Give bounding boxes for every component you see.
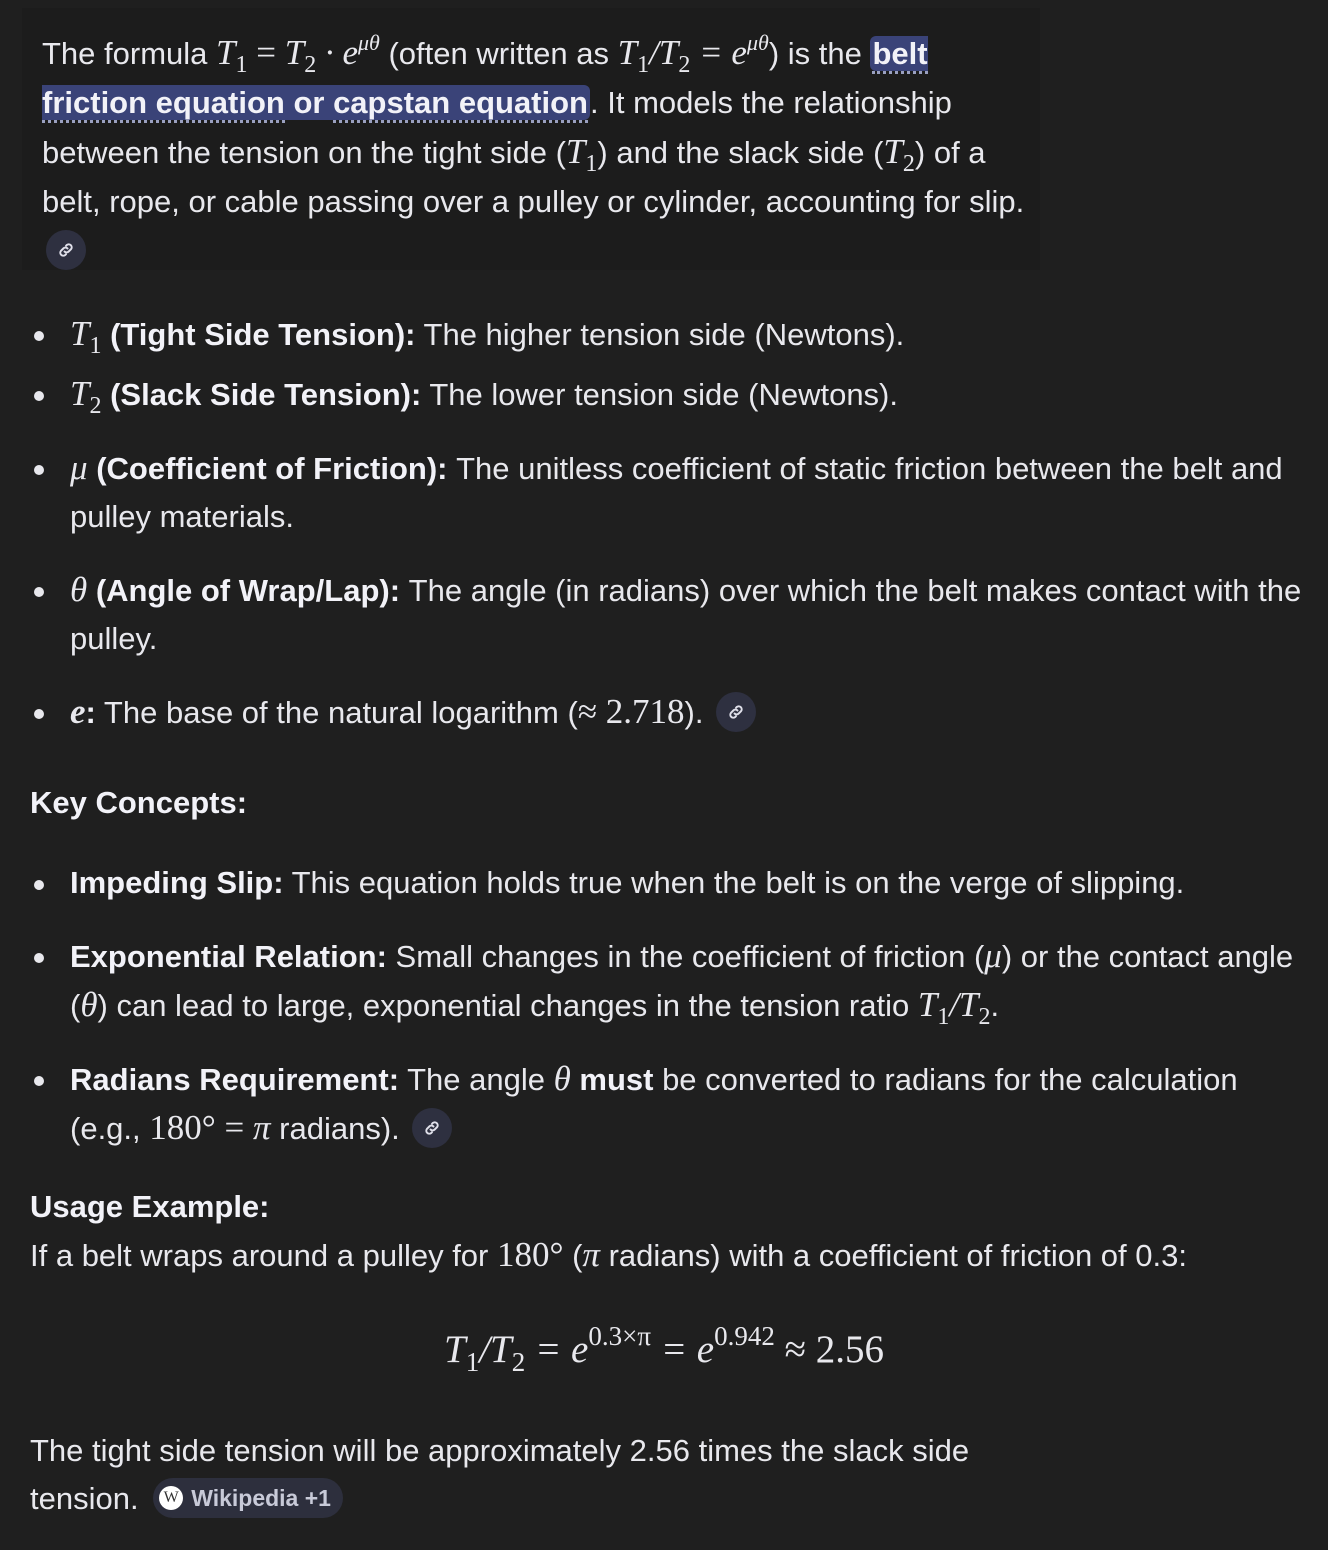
- concept-label: Radians Requirement:: [70, 1062, 400, 1097]
- source-link-button[interactable]: [46, 230, 86, 270]
- list-item: [0, 566, 1310, 663]
- intro-text: ) is the: [768, 36, 871, 71]
- variable-symbol: θ: [70, 570, 88, 609]
- concept-label: Impeding Slip:: [70, 865, 284, 900]
- pi-symbol: π: [582, 1235, 600, 1274]
- euler-value: ≈ 2.718: [577, 692, 685, 731]
- variable-desc: The base of the natural logarithm (: [95, 695, 578, 730]
- pi-symbol: π: [253, 1108, 271, 1147]
- usage-formula: $T_1/T_2 = e^{0.3\times\pi} = e^{0.942} \approx 2.56$: [443, 1321, 885, 1377]
- degree-value: 180°: [496, 1235, 564, 1274]
- term-belt-friction-equation[interactable]: belt friction equation: [42, 36, 928, 123]
- list-item: [0, 859, 1310, 907]
- link-icon: [57, 241, 75, 259]
- intro-text: The formula: [42, 36, 217, 71]
- variable-symbol: $T_2$: [70, 374, 102, 419]
- variable-label: (Coefficient of Friction):: [87, 451, 448, 486]
- mu-symbol: μ: [984, 936, 1002, 975]
- link-icon: [727, 703, 745, 721]
- theta-symbol: θ: [553, 1059, 571, 1098]
- wikipedia-logo-icon: W: [159, 1486, 183, 1510]
- term-capstan-equation[interactable]: capstan equation: [333, 85, 588, 123]
- list-item: Radians Requirement: The angle θ must be converted to radians for the calculation (e.g., 180° = π radians).: [0, 1055, 1310, 1153]
- variable-label: :: [85, 695, 96, 730]
- intro-text: ) and the slack side (: [597, 135, 884, 170]
- key-concepts-list: [0, 859, 1310, 1153]
- variable-desc: The unitless coefficient of static friction between the belt and pulley materials.: [70, 451, 1283, 534]
- list-item: Exponential Relation: Small changes in the coefficient of friction (μ) or the contact angle (θ) can lead to large, exponential changes in the tension ratio $T_1/T_2$.: [0, 932, 1310, 1030]
- source-link-button[interactable]: [412, 1108, 452, 1148]
- source-chip-label: Wikipedia +1: [191, 1484, 331, 1511]
- list-item: e: The base of the natural logarithm (≈ 2.718).: [0, 688, 1310, 737]
- theta-symbol: θ: [80, 985, 98, 1024]
- intro-text: . It models the relationship between the tension on the tight side (: [42, 85, 952, 170]
- concept-desc: This equation holds true when the belt is on the verge of slipping.: [283, 865, 1185, 900]
- usage-conclusion: The tight side tension will be approximately 2.56 times the slack side tension. W Wikipedia +1: [30, 1427, 1030, 1523]
- highlighted-term-link[interactable]: belt friction equation or capstan equation: [42, 36, 928, 120]
- variable-symbol: $T_1$: [70, 314, 102, 359]
- concept-label: Exponential Relation:: [70, 939, 387, 974]
- variable-desc: The higher tension side (Newtons).: [415, 317, 905, 352]
- variable-desc: The lower tension side (Newtons).: [421, 377, 898, 412]
- intro-paragraph: [22, 8, 1040, 270]
- formula-inline-alt: $T_1/T_2 = e^{\mu\theta}$: [617, 30, 769, 78]
- list-item: [0, 310, 1310, 359]
- variable-label: (Angle of Wrap/Lap):: [87, 573, 401, 608]
- source-chip-wikipedia[interactable]: [153, 1478, 343, 1518]
- list-item: [0, 370, 1310, 419]
- key-concepts-heading: Key Concepts:: [30, 785, 248, 820]
- usage-intro: If a belt wraps around a pulley for 180° (π radians) with a coefficient of friction of 0.3:: [30, 1235, 1187, 1274]
- variable-desc: The angle (in radians) over which the belt makes contact with the pulley.: [70, 573, 1302, 656]
- variable-symbol: e: [70, 692, 86, 731]
- tension-ratio: $T_1/T_2$: [917, 985, 991, 1030]
- degree-value: 180° =: [149, 1108, 254, 1147]
- intro-text: ) of a belt, rope, or cable passing over a pulley or cylinder, accounting for slip.: [42, 135, 1025, 219]
- variables-list: [0, 310, 1310, 737]
- t1-symbol: $T_1$: [565, 132, 598, 177]
- variable-label: (Tight Side Tension):: [101, 317, 416, 352]
- variable-label: (Slack Side Tension):: [101, 377, 422, 412]
- variable-symbol: μ: [70, 448, 88, 487]
- t2-symbol: $T_2$: [883, 132, 915, 177]
- usage-example-heading: Usage Example:: [30, 1189, 270, 1224]
- emphasis-must: must: [570, 1062, 654, 1097]
- intro-text: (often written as: [379, 36, 618, 71]
- list-item: [0, 444, 1310, 541]
- formula-inline: $T_1 = T_2 \cdot e^{\mu\theta}$: [216, 30, 380, 78]
- link-icon: [423, 1119, 441, 1137]
- source-link-button[interactable]: [716, 692, 756, 732]
